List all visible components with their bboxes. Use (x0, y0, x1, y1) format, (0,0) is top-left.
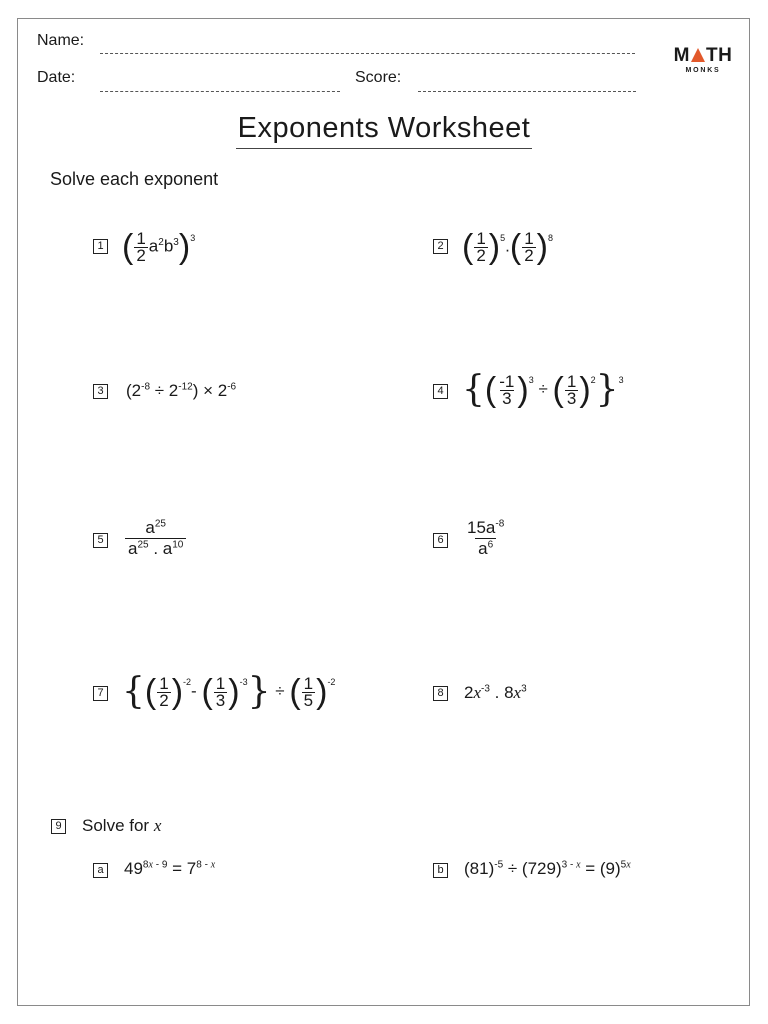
question-5-expression: $\frac{a^{25}}{a^{25} . a^{10}}$ (124, 518, 187, 559)
date-label: Date: (37, 69, 76, 86)
question-9b-expression: $(81)^{-5} \div (729)^{3 - x} = (9)^{5x}$ (464, 859, 631, 878)
question-3-expression: $(2^{-8} \div 2^{-12}) \times 2^{-6}$ (126, 381, 237, 400)
logo-triangle-icon (691, 48, 705, 62)
question-number-3: 3 (93, 384, 108, 399)
question-number-5: 5 (93, 533, 108, 548)
score-label: Score: (355, 69, 402, 86)
page-border (17, 18, 750, 1006)
logo-wordmark: M TH (673, 45, 733, 66)
question-4-expression: {( $\frac{-1}{3}$ )$^3$ ÷ ( $\frac{1}{3}$ )$^2$}$^3$ (462, 369, 624, 410)
date-field[interactable] (100, 91, 340, 92)
math-monks-logo (671, 46, 735, 75)
question-2-expression: ( $\frac{1}{2}$ )$^5$.( $\frac{1}{2}$ )$^8$ (462, 228, 554, 266)
question-6-expression: $\frac{15a^{-8}}{a^6}$ (467, 518, 505, 558)
logo-subtitle: MONKS (685, 67, 721, 74)
instruction-text: Solve each exponent (50, 169, 219, 189)
question-1-expression: ( $\frac{1}{2}$ $a^2b^3)^3$ (122, 228, 196, 266)
question-8-expression: $2x^{-3}$ . $8x^3$ (464, 683, 527, 702)
question-number-2: 2 (433, 239, 448, 254)
question-7-expression: {( $\frac{1}{2}$ )$^{-2}$- ( $\frac{1}{3}$ )$^{-3}$} ÷ ( $\frac{1}{5}$ )$^{-2}$ (122, 671, 336, 712)
question-number-7: 7 (93, 686, 108, 701)
question-9a-expression: $49^{8x - 9} = 7^{8 - x}$ (124, 859, 216, 878)
question-number-9: 9 (51, 819, 66, 834)
question-number-9b: b (433, 863, 448, 878)
question-number-1: 1 (93, 239, 108, 254)
score-field[interactable] (418, 91, 636, 92)
question-number-4: 4 (433, 384, 448, 399)
name-field[interactable] (100, 53, 635, 54)
question-number-8: 8 (433, 686, 448, 701)
name-label: Name: (37, 32, 85, 49)
worksheet-title: Exponents Worksheet (0, 112, 768, 149)
question-9-instruction: Solve for x (82, 816, 162, 835)
question-number-9a: a (93, 863, 108, 878)
question-number-6: 6 (433, 533, 448, 548)
